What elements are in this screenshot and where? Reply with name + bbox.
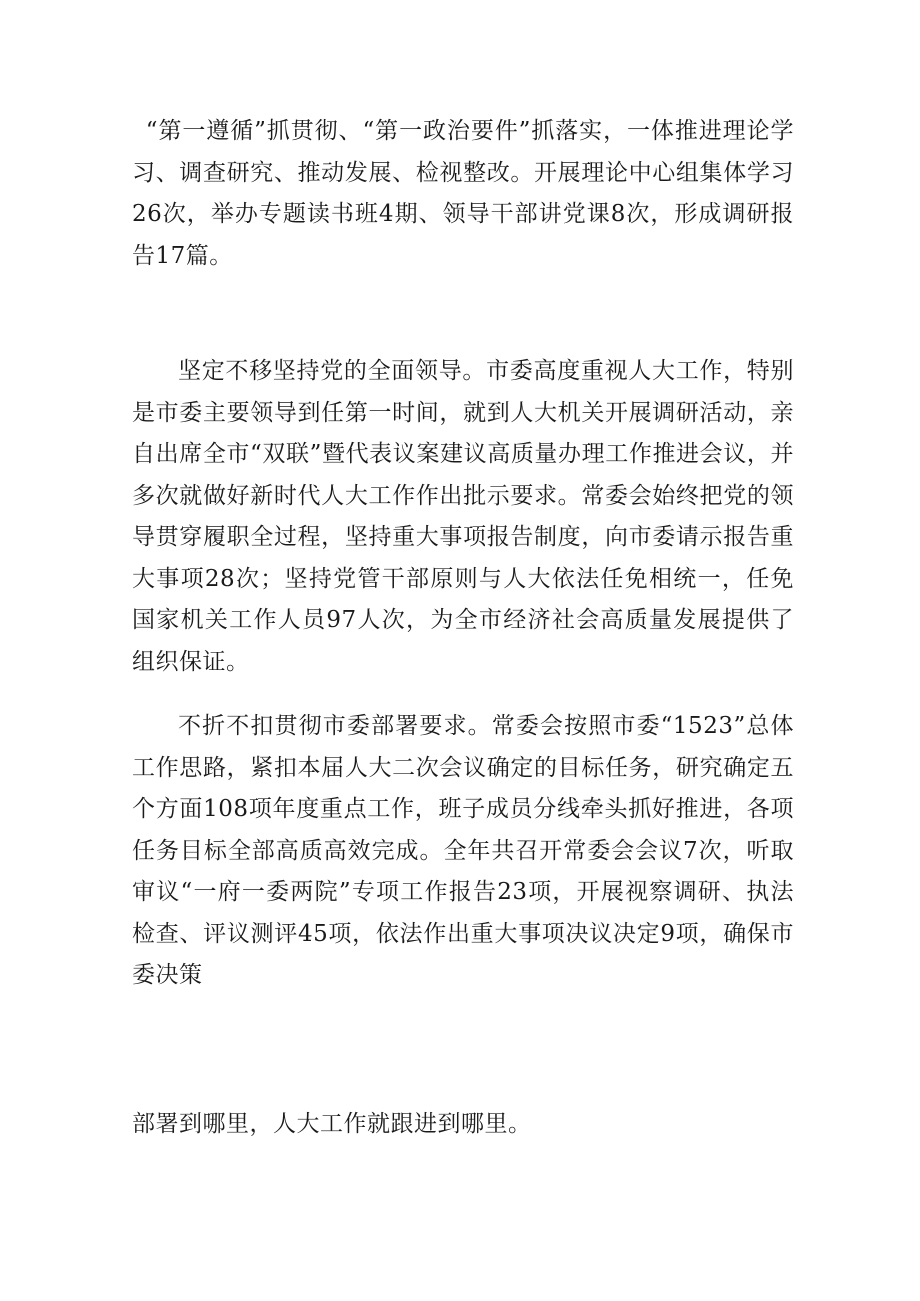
paragraph-study-practice: “第一遵循”抓贯彻、“第一政治要件”抓落实，一体推进理论学习、调查研究、推动发展、检视整改。开展理论中心组集体学习26次，举办专题读书班4期、领导干部讲党课8次，形成调研报告17篇。 bbox=[132, 118, 794, 269]
paragraph-continuation: 部署到哪里，人大工作就跟进到哪里。 bbox=[132, 1111, 532, 1137]
paragraph-implement-requirements: 不折不扣贯彻市委部署要求。常委会按照市委“1523”总体工作思路，紧扣本届人大二次会议确定的目标任务，研究确定五个方面108项年度重点工作，班子成员分线牵头抓好推进，各项任务目标全部高质高效完成。全年共召开常委会会议7次，听取审议“一府一委两院”专项工作报告23项，开展视察调研、执法检查、评议测评45项，依法作出重大事项决议决定9项，确保市委决策 bbox=[132, 713, 794, 988]
paragraph-party-leadership: 坚定不移坚持党的全面领导。市委高度重视人大工作，特别是市委主要领导到任第一时间，就到人大机关开展调研活动，亲自出席全市“双联”暨代表议案建议高质量办理工作推进会议，并多次就做好新时代人大工作作出批示要求。常委会始终把党的领导贯穿履职全过程，坚持重大事项报告制度，向市委请示报告重大事项28次；坚持党管干部原则与人大依法任免相统一，任免国家机关工作人员97人次，为全市经济社会高质量发展提供了组织保证。 bbox=[132, 358, 794, 675]
